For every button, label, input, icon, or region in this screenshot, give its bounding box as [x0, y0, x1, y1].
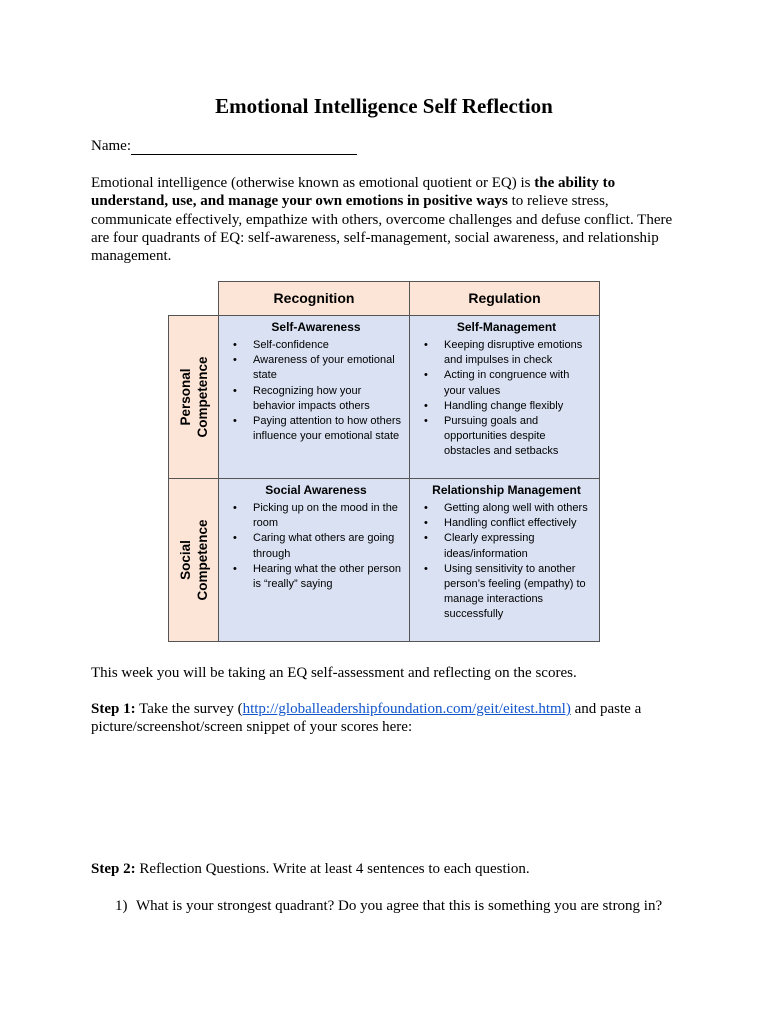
quadrant-title: Relationship Management	[432, 483, 581, 497]
quadrant-self-awareness	[218, 315, 410, 479]
intro-bold-definition: the ability to understand, use, and manage your own emotions in positive ways	[91, 175, 616, 210]
quadrant-self-management	[409, 315, 600, 479]
name-blank-line[interactable]	[131, 139, 357, 155]
step-2-text: Reflection Questions. Write at least 4 sentences to each question.	[135, 861, 530, 877]
intro-text-2: to relieve stress, communicate effectively, empathize with others, overcome challenges and defuse conflict. There are four quadrants of EQ: self-awareness, self-management, social awareness, and relationship management.	[91, 193, 673, 265]
list-item: • Using sensitivity to another person’s feeling (empathy) to manage interactions successfully	[444, 562, 591, 623]
question-item	[115, 898, 662, 915]
row-header-social-competence	[168, 478, 219, 642]
quadrant-title: Social Awareness	[265, 483, 367, 497]
intro-paragraph	[91, 174, 681, 265]
list-item: • Keeping disruptive emotions and impulses in check	[444, 338, 591, 368]
list-item: • Recognizing how your behavior impacts others	[253, 384, 401, 414]
list-item: • Paying attention to how others influence your emotional state	[253, 414, 401, 444]
step-2-label: Step 2:	[91, 861, 136, 877]
row-header-personal-competence	[168, 315, 219, 479]
document-title: Emotional Intelligence Self Reflection	[215, 94, 553, 118]
week-instructions: This week you will be taking an EQ self-assessment and reflecting on the scores.	[91, 665, 577, 681]
list-item: • Self-confidence	[253, 338, 401, 353]
name-field	[91, 138, 357, 155]
step-1-paragraph	[91, 700, 691, 737]
name-label: Name:	[91, 138, 131, 154]
row-header-social-line1: Social	[177, 540, 193, 580]
list-item: • Hearing what the other person is “really” saying	[253, 562, 401, 592]
quadrant-list	[422, 338, 591, 460]
quadrant-relationship-management	[409, 478, 600, 642]
step-2-paragraph	[91, 861, 530, 878]
quadrant-list	[231, 501, 401, 592]
list-item: • Caring what others are going through	[253, 531, 401, 561]
quadrant-title: Self-Management	[456, 320, 557, 334]
step-1-label: Step 1:	[91, 701, 136, 717]
quadrant-list	[231, 338, 401, 444]
step-1-text-after: and paste a picture/screenshot/screen snippet of your scores here:	[91, 701, 642, 736]
list-item: • Handling change flexibly	[444, 399, 591, 414]
list-item: • Getting along well with others	[444, 501, 591, 516]
row-header-personal-line1: Personal	[177, 368, 193, 426]
list-item: • Clearly expressing ideas/information	[444, 531, 591, 561]
quadrant-title: Self-Awareness	[271, 320, 361, 334]
survey-link[interactable]: http://globalleadershipfoundation.com/geit/eitest.html)	[242, 701, 571, 717]
col-header-regulation: Regulation	[409, 281, 600, 316]
step-1-text: Take the survey (	[135, 701, 243, 717]
list-item: • Acting in congruence with your values	[444, 368, 591, 398]
list-item: • Handling conflict effectively	[444, 516, 591, 531]
row-header-personal-line2: Competence	[194, 356, 210, 438]
row-header-social-line2: Competence	[194, 519, 210, 601]
list-item: • Pursuing goals and opportunities despite obstacles and setbacks	[444, 414, 591, 460]
intro-text-1: Emotional intelligence (otherwise known as emotional quotient or EQ) is	[91, 175, 535, 191]
col-header-recognition: Recognition	[218, 281, 410, 316]
question-text: What is your strongest quadrant? Do you agree that this is something you are strong in?	[136, 898, 663, 914]
list-item: • Picking up on the mood in the room	[253, 501, 401, 531]
quadrant-social-awareness	[218, 478, 410, 642]
quadrant-list	[422, 501, 591, 623]
list-item: • Awareness of your emotional state	[253, 353, 401, 383]
question-number: 1)	[115, 898, 128, 914]
